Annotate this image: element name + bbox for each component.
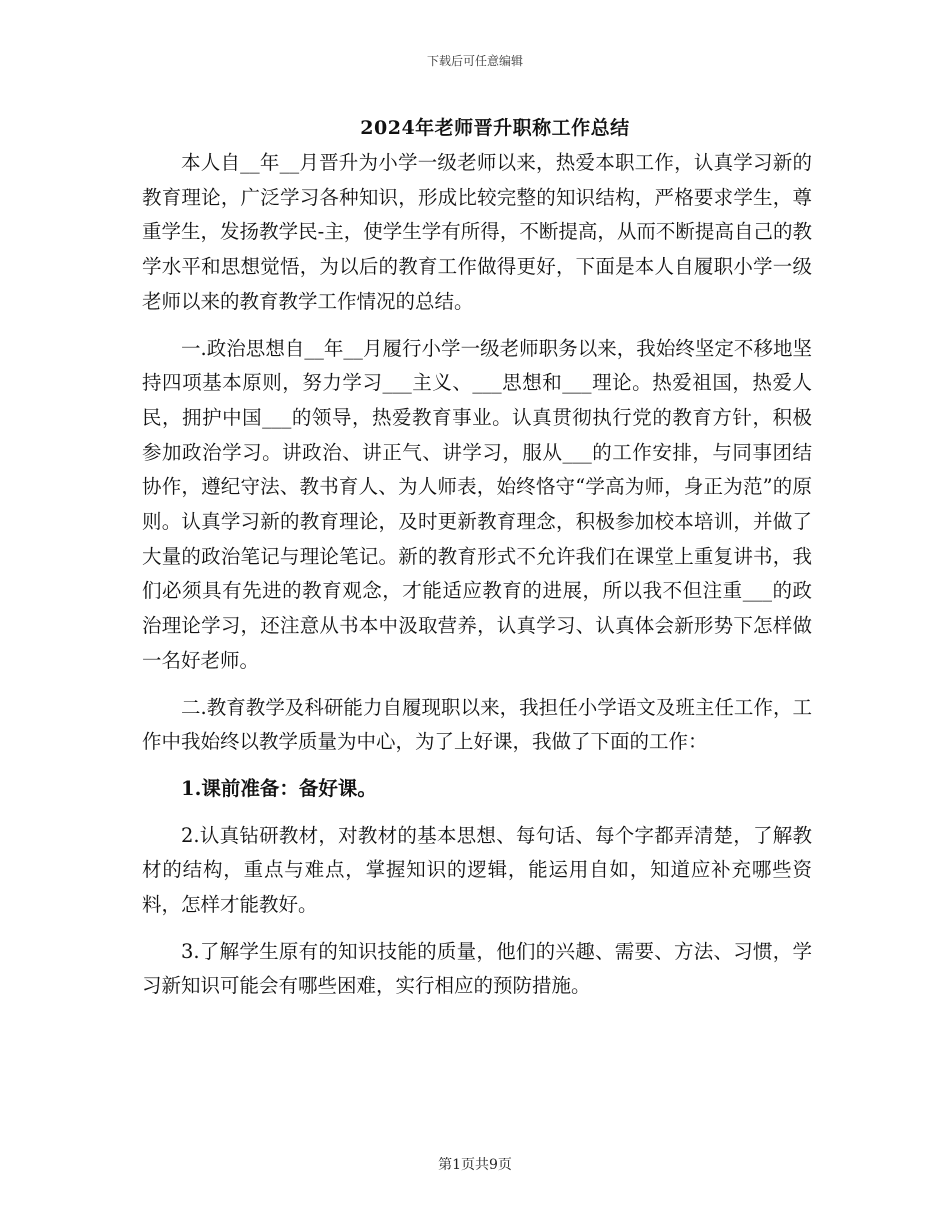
header-note: 下载后可任意编辑 <box>426 54 523 68</box>
page-number: 第1页共9页 <box>438 1157 512 1173</box>
document-title: 2024年老师晋升职称工作总结 <box>360 117 630 139</box>
understand-students-paragraph: 3.了解学生原有的知识技能的质量，他们的兴趣、需要、方法、习惯，学习新知识可能会有哪些困难，实行相应的预防措施。 <box>142 939 812 998</box>
intro-paragraph: 本人自__年__月晋升为小学一级老师以来，热爱本职工作，认真学习新的教育理论，广泛学习各种知识，形成比较完整的知识结构，严格要求学生，尊重学生，发扬教学民-主，使学生学有所得，不断提高，从而不断提高自己的教学水平和思想觉悟，为以后的教育工作做得更好，下面是本人自履职小学一级老师以来的教育教学工作情况的总结。 <box>142 151 812 313</box>
study-materials-paragraph: 2.认真钻研教材，对教材的基本思想、每句话、每个字都弄清楚，了解教材的结构，重点与难点，掌握知识的逻辑，能运用自如，知道应补充哪些资料，怎样才能教好。 <box>142 823 812 917</box>
lesson-prep-heading: 1.课前准备：备好课。 <box>181 776 377 800</box>
document-body <box>142 146 812 1004</box>
teaching-section-paragraph: 二.教育教学及科研能力自履现职以来，我担任小学语文及班主任工作，工作中我始终以教学质量为中心，为了上好课，我做了下面的工作： <box>142 695 812 754</box>
political-section-paragraph: 一.政治思想自__年__月履行小学一级老师职务以来，我始终坚定不移地坚持四项基本原则，努力学习___主义、___思想和___理论。热爱祖国，热爱人民，拥护中国___的领导，热爱教育事业。认真贯彻执行党的教育方针，积极参加政治学习。讲政治、讲正气、讲学习，服从___的工作安排，与同事团结协作，遵纪守法、教书育人、为人师表，始终恪守“学高为师，身正为范”的原则。认真学习新的教育理论，及时更新教育理念，积极参加校本培训，并做了大量的政治笔记与理论笔记。新的教育形式不允许我们在课堂上重复讲书，我们必须具有先进的教育观念，才能适应教育的进展，所以我不但注重___的政治理论学习，还注意从书本中汲取营养，认真学习、认真体会新形势下怎样做一名好老师。 <box>142 336 812 672</box>
